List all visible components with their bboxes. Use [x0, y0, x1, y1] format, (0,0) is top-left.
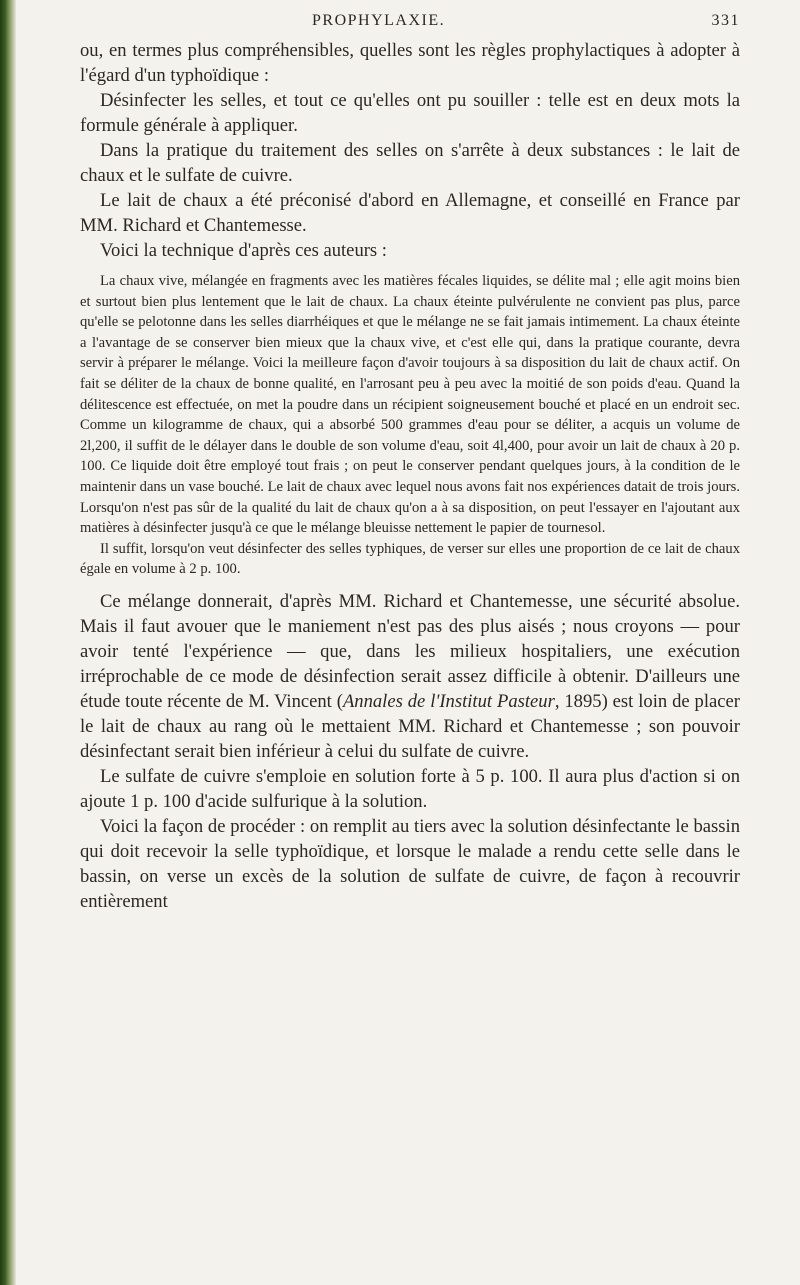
quotation-block	[80, 271, 740, 580]
paragraph-text: Ce mélange donnerait, d'après MM. Richard et Chantemesse, une sécurité absolue. Mais il faut avouer que le maniement n'est pas des plus aisés ; nous croyons — pour avoir tenté l'expérience — que, dans les milieux hospitaliers, une exécution irréprochable de ce mode de désinfection serait assez difficile à obtenir. D'ailleurs une étude toute récente de M. Vincent (	[80, 590, 740, 712]
paragraph	[80, 589, 740, 764]
paragraph: Voici la façon de procéder : on remplit au tiers avec la solution désinfectante le bassin qui doit recevoir la selle typhoïdique, et lorsque le malade a rendu cette selle dans le bassin, on verse un excès de la solution de sulfate de cuivre, de façon à recouvrir entièrement	[80, 815, 740, 912]
paragraph: Désinfecter les selles, et tout ce qu'elles ont pu souiller : telle est en deux mots la formule générale à appliquer.	[80, 90, 740, 136]
paragraph: Dans la pratique du traitement des selles on s'arrête à deux substances : le lait de chaux et le sulfate de cuivre.	[80, 140, 740, 186]
paragraph-text: , 1895) est loin de placer le lait de chaux au rang où le mettaient MM. Richard et Chantemesse ; son pouvoir désinfectant serait bien inférieur à celui du sulfate de cuivre.	[80, 690, 740, 762]
page-number: 331	[711, 12, 740, 29]
page	[80, 8, 740, 914]
paragraph: Le sulfate de cuivre s'emploie en solution forte à 5 p. 100. Il aura plus d'action si on ajoute 1 p. 100 d'acide sulfurique à la solution.	[80, 765, 740, 812]
quotation-paragraph: La chaux vive, mélangée en fragments avec les matières fécales liquides, se délite mal ; elle agit moins bien et surtout bien plus lentement que le lait de chaux. La chaux éteinte pulvérulente ne convient pas plus, parce qu'elle se pelotonne dans les selles diarrhéiques et que le mélange ne se fait jamais intimement. La chaux éteinte a l'avantage de se conserver bien mieux que la chaux vive, et c'est elle qui, dans la pratique courante, devra servir à préparer le mélange. Voici la meilleure façon d'avoir toujours à sa disposition du lait de chaux actif. On fait se déliter de la chaux de bonne qualité, en l'arrosant peu à peu avec la moitié de son poids d'eau. Quand la délitescence est effectuée, on met la poudre dans un récipient soigneusement bouché et placé en un endroit sec. Comme un kilogramme de chaux, qui a absorbé 500 grammes d'eau pour se déliter, a acquis un volume de 2l,200, il suffit de le délayer dans le double de son volume d'eau, soit 4l,400, pour avoir un lait de chaux à 20 p. 100. Ce liquide doit être employé tout frais ; on peut le conserver pendant quelques jours, à la condition de le maintenir dans un vase bouché. Le lait de chaux avec lequel nous avons fait nos expériences datait de trois jours. Lorsqu'on n'est pas sûr de la qualité du lait de chaux qu'on a à sa disposition, on peut l'essayer en l'ajoutant aux matières à désinfecter jusqu'à ce que le mélange bleuisse nettement le papier de tournesol.	[80, 273, 740, 537]
paragraph: Voici la technique d'après ces auteurs :	[100, 240, 387, 261]
quotation-paragraph: Il suffit, lorsqu'on veut désinfecter des selles typhiques, de verser sur elles une proportion de ce lait de chaux égale en volume à 2 p. 100.	[80, 540, 740, 578]
running-title: PROPHYLAXIE.	[312, 12, 446, 29]
body-text-top	[80, 38, 740, 263]
body-text-bottom	[80, 589, 740, 914]
journal-title: Annales de l'Institut Pasteur	[342, 690, 555, 712]
paragraph: Le lait de chaux a été préconisé d'abord en Allemagne, et conseillé en France par MM. Richard et Chantemesse.	[80, 190, 740, 236]
paragraph: ou, en termes plus compréhensibles, quelles sont les règles prophylactiques à adopter à l'égard d'un typhoïdique :	[80, 40, 740, 86]
running-head	[80, 8, 740, 38]
binding-edge	[0, 0, 16, 1285]
